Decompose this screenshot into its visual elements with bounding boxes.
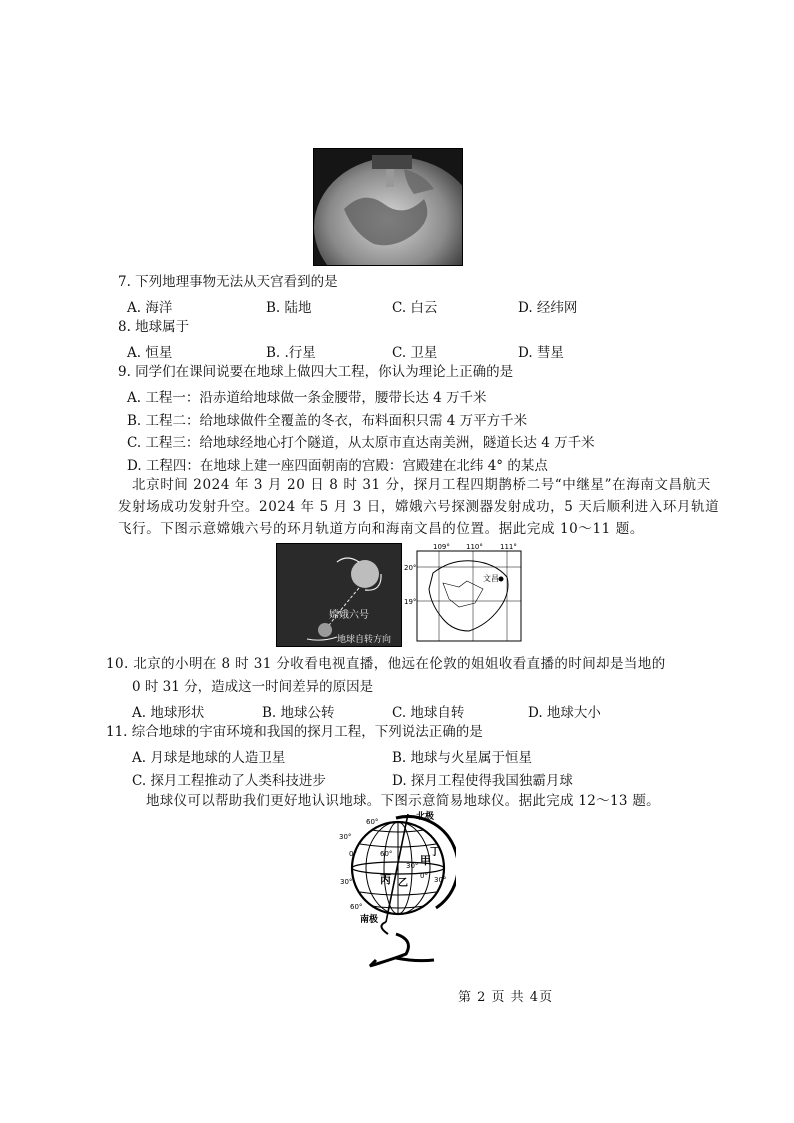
map-lon-109: 109° [433,543,450,551]
q9-option-a[interactable]: A. 工程一：沿赤道给地球做一条金腰带，腰带长达 4 万千米 [127,390,487,406]
q8-option-d[interactable]: D. 彗星 [518,345,564,361]
q10-option-a[interactable]: A. 地球形状 [132,705,205,721]
q8-stem: 8. 地球属于 [118,319,190,335]
globe-label-ding: 丁 [430,847,440,858]
map-city-wenchang: 文昌 [483,574,499,583]
globe-lat-60s-left: 60° [350,903,363,911]
globe-label-jia: 甲 [420,854,431,867]
globe-label-bing: 丙 [380,873,391,886]
q8-option-c[interactable]: C. 卫星 [392,345,438,361]
globe-figure [336,808,456,974]
passage-10-11 [118,474,720,540]
globe-inner-30: 30° [406,862,419,870]
orbit-probe-label: 嫦娥六号 [329,610,369,621]
q10-stem-line2: 0 时 31 分，造成这一时间差异的原因是 [132,679,374,695]
q11-stem: 11. 综合地球的宇宙环境和我国的探月工程，下列说法正确的是 [106,724,483,740]
q11-option-d[interactable]: D. 探月工程使得我国独霸月球 [392,773,573,789]
map-lat-19: 19° [404,598,417,606]
q7-option-d[interactable]: D. 经纬网 [518,300,578,316]
q10-stem-line1: 10. 北京的小明在 8 时 31 分收看电视直播，他远在伦敦的姐姐收看直播的时间却是当地的 [106,656,666,672]
q9-option-b[interactable]: B. 工程二：给地球做件全覆盖的冬衣，布料面积只需 4 万平方千米 [127,413,528,429]
passage-12-13: 地球仪可以帮助我们更好地认识地球。下图示意简易地球仪。据此完成 12～13 题。 [146,793,660,809]
passage-10-11-line3: 飞行。下图示意嫦娥六号的环月轨道方向和海南文昌的位置。据此完成 10～11 题。 [118,521,644,537]
q11-option-c[interactable]: C. 探月工程推动了人类科技进步 [132,773,326,789]
q7-option-b[interactable]: B. 陆地 [266,300,312,316]
q8-option-a[interactable]: A. 恒星 [127,345,173,361]
q9-stem: 9. 同学们在课间说要在地球上做四大工程，你认为理论上正确的是 [118,364,514,380]
globe-right-30: 30° [434,876,447,884]
page-footer: 第 2 页 共 4页 [458,990,554,1005]
earth-photo-art [314,149,462,265]
map-lon-111: 111° [500,543,517,551]
q7-stem: 7. 下列地理事物无法从天宫看到的是 [118,274,338,290]
globe-inner-0: 0° [420,872,428,880]
globe-figure-art [336,808,456,974]
globe-lat-30n-left: 30° [339,833,352,841]
map-lat-20: 20° [404,564,417,572]
globe-lat-0-left: 0° [349,850,357,858]
hainan-map-art [403,543,525,645]
orbit-figure [276,543,402,647]
globe-label-yi: 乙 [398,878,408,889]
q9-option-c[interactable]: C. 工程三：给地球经地心打个隧道，从太原市直达南美洲，隧道长达 4 万千米 [127,435,595,451]
globe-south-pole: 南极 [360,915,379,925]
globe-lat-60n-top: 60° [366,818,379,826]
q11-option-a[interactable]: A. 月球是地球的人造卫星 [132,750,286,766]
globe-lat-30s-left: 30° [340,878,353,886]
passage-10-11-line1: 北京时间 2024 年 3 月 20 日 8 时 31 分，探月工程四期鹊桥二号“中继星”在海南文昌航天 [132,477,711,493]
map-lon-110: 110° [466,543,483,551]
q9-option-d[interactable]: D. 工程四：在地球上建一座四面朝南的宫殿：宫殿建在北纬 4° 的某点 [127,458,548,474]
q10-option-c[interactable]: C. 地球自转 [392,705,465,721]
q11-option-b[interactable]: B. 地球与火星属于恒星 [392,750,533,766]
passage-10-11-line2: 发射场成功发射升空。2024 年 5 月 3 日，嫦娥六号探测器发射成功，5 天后顺利进入环月轨道 [118,499,720,515]
globe-north-pole: 北极 [416,812,435,822]
earth-photo [313,148,463,266]
q10-option-d[interactable]: D. 地球大小 [528,705,601,721]
globe-inner-60: 60° [380,850,393,858]
orbit-rotation-label: 地球自转方向 [337,635,392,645]
q10-option-b[interactable]: B. 地球公转 [262,705,335,721]
q7-option-a[interactable]: A. 海洋 [127,300,173,316]
q8-option-b[interactable]: B. .行星 [266,345,316,361]
q7-option-c[interactable]: C. 白云 [392,300,438,316]
orbit-figure-art [277,544,401,646]
hainan-map [403,543,525,645]
